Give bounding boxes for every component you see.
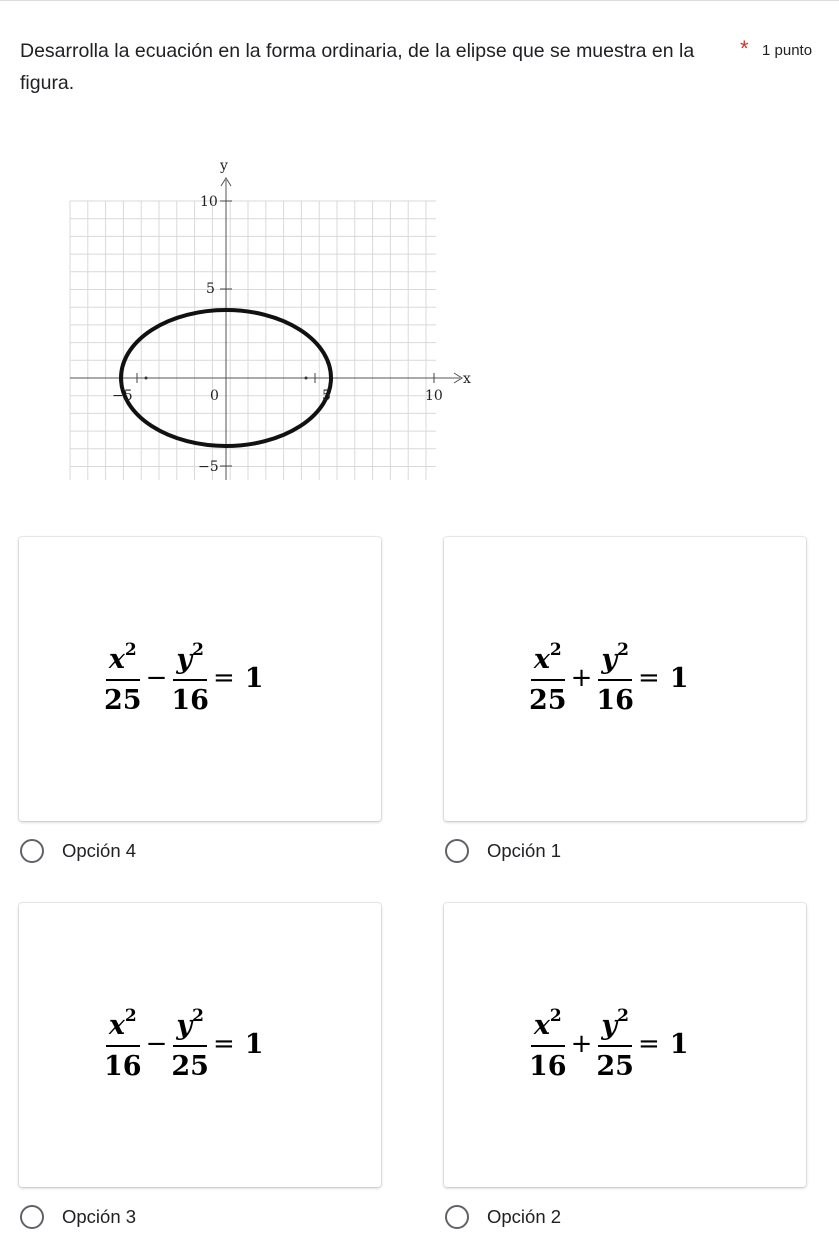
required-asterisk: * (740, 36, 749, 61)
option-3-label: Opción 3 (62, 1206, 137, 1227)
option-1-equation: $\frac{x^2}{25}$ + $\frac{y^2}{16}$ = 1 (529, 639, 689, 716)
radio-button[interactable] (445, 1205, 469, 1229)
tick-label-x10: 10 (425, 388, 443, 404)
option-2-label: Opción 2 (487, 1206, 562, 1227)
points-label: 1 punto (762, 42, 813, 59)
x-axis-label: x (463, 371, 471, 387)
option-2-card[interactable] (444, 903, 806, 1187)
option-4-card[interactable] (19, 537, 381, 821)
option-1-label: Opción 1 (487, 840, 562, 861)
option-1-card[interactable] (444, 537, 806, 821)
tick-label-x5: 5 (322, 388, 331, 404)
y-axis-label: y (220, 158, 228, 174)
option-1-radio-row[interactable] (445, 839, 561, 863)
option-4-equation: $\frac{x^2}{25}$ − $\frac{y^2}{16}$ = 1 (104, 639, 264, 716)
tick-label-y5: 5 (206, 281, 215, 297)
focus-left (145, 377, 148, 380)
option-2-radio-row[interactable] (445, 1205, 561, 1229)
tick-label-yneg5: −5 (198, 459, 219, 475)
focus-right (305, 377, 308, 380)
option-2-equation: $\frac{x^2}{16}$ + $\frac{y^2}{25}$ = 1 (529, 1005, 689, 1082)
radio-button[interactable] (20, 1205, 44, 1229)
top-divider (0, 0, 839, 1)
option-3-card[interactable] (19, 903, 381, 1187)
radio-button[interactable] (20, 839, 44, 863)
tick-label-xneg5: −5 (112, 388, 133, 404)
tick-label-origin: 0 (210, 388, 219, 404)
grid (70, 201, 436, 480)
option-4-label: Opción 4 (62, 840, 137, 861)
ellipse-graph (60, 150, 490, 490)
option-3-equation: $\frac{x^2}{16}$ − $\frac{y^2}{25}$ = 1 (104, 1005, 264, 1082)
radio-button[interactable] (445, 839, 469, 863)
option-3-radio-row[interactable] (20, 1205, 136, 1229)
option-4-radio-row[interactable] (20, 839, 136, 863)
ticks (137, 201, 434, 466)
tick-label-y10: 10 (200, 194, 218, 210)
ellipse-figure (60, 150, 490, 490)
question-title: Desarrolla la ecuación en la forma ordinaria, de la elipse que se muestra en la figura. (20, 40, 695, 94)
